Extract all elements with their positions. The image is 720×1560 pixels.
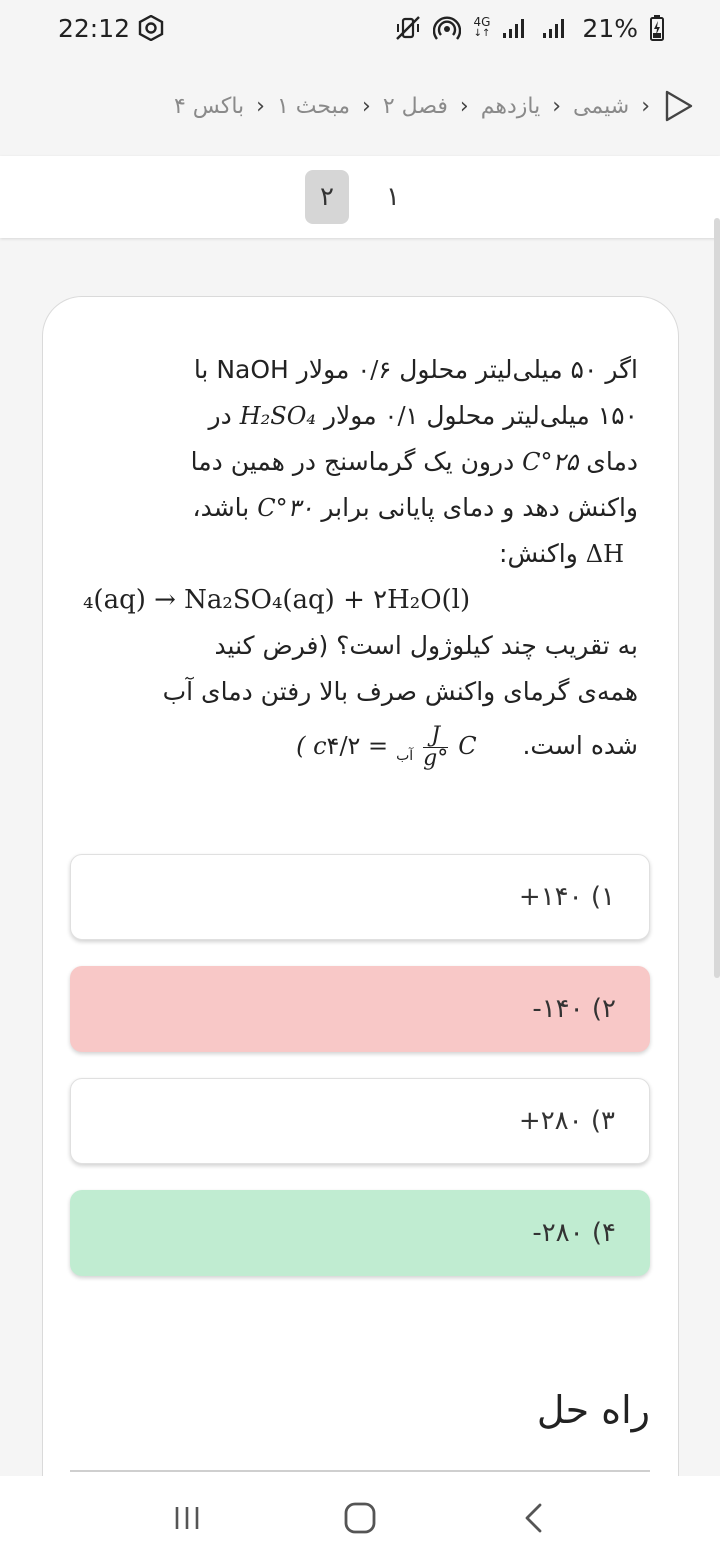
question-line	[83, 347, 638, 393]
chevron-left-icon: ‹	[362, 93, 371, 119]
battery-charging-icon	[650, 15, 664, 41]
vibrate-mute-icon	[395, 15, 421, 41]
chevron-left-icon: ‹	[641, 93, 650, 119]
breadcrumb-item[interactable]: یازدهم	[480, 93, 541, 119]
question-line: به تقریب چند کیلوژول است؟ (فرض کنید	[214, 631, 638, 660]
option-label: ۳) ۲۸۰+	[518, 1106, 615, 1136]
divider	[70, 1470, 650, 1472]
question-line	[83, 393, 638, 439]
answer-option-1[interactable]	[70, 854, 650, 940]
status-bar	[0, 0, 720, 56]
question-fragment: واکنش:	[499, 539, 578, 568]
option-label: ۲) ۱۴۰-	[532, 994, 616, 1024]
formula-part: = ۴/۲	[326, 732, 389, 760]
chevron-left-icon: ‹	[552, 93, 562, 119]
concentration-value: ۰/۱	[384, 402, 419, 430]
chevron-left-icon: ‹	[256, 93, 265, 119]
delta-h-symbol: ΔH	[585, 540, 624, 568]
battery-percent: 21%	[582, 13, 638, 43]
question-fragment: در	[208, 401, 232, 430]
fraction-denominator: g°	[423, 745, 449, 771]
answer-option-3[interactable]	[70, 1078, 650, 1164]
fraction-numerator: J	[423, 725, 448, 748]
specific-heat-formula	[296, 715, 476, 787]
signal-icon	[502, 17, 530, 39]
answer-option-4[interactable]	[70, 1190, 650, 1276]
page-tab-1[interactable]: ۱	[386, 182, 400, 212]
question-fragment: دمای	[586, 447, 638, 476]
breadcrumb-item[interactable]: باکس ۴	[173, 93, 245, 119]
question-text	[83, 347, 638, 787]
breadcrumb	[0, 56, 720, 156]
clock: 22:12	[58, 13, 131, 43]
back-button[interactable]	[493, 1488, 573, 1548]
question-fragment: واکنش دهد و دمای پایانی برابر	[321, 493, 638, 522]
vpn-shield-icon	[138, 15, 164, 41]
status-right	[395, 14, 664, 43]
signal-icon-2	[542, 17, 570, 39]
recent-apps-button[interactable]	[147, 1488, 227, 1548]
temperature-value: ۲۵°C	[522, 448, 579, 476]
chevron-left-icon: ‹	[459, 93, 469, 119]
question-fragment: ۱۵۰ میلی‌لیتر محلول	[426, 401, 638, 430]
question-line	[83, 439, 638, 485]
scrollbar[interactable]	[714, 218, 720, 978]
recent-apps-icon	[172, 1504, 202, 1532]
formula-subscript: آب	[396, 748, 414, 764]
question-line	[83, 531, 638, 577]
question-line	[83, 715, 638, 787]
system-nav-bar	[0, 1476, 720, 1560]
status-left	[58, 14, 164, 43]
question-fragment: شده است.	[522, 731, 638, 760]
question-line	[83, 485, 638, 531]
question-fragment: باشد،	[192, 493, 250, 522]
network-type-label: 4G	[473, 15, 491, 29]
solution-title: راه حل	[536, 1388, 650, 1432]
answer-option-2[interactable]	[70, 966, 650, 1052]
chemical-formula: H₂SO₄	[239, 402, 316, 430]
option-label: ۴) ۲۸۰-	[532, 1218, 616, 1248]
breadcrumb-list	[174, 94, 650, 119]
question-fragment: مولار	[323, 401, 377, 430]
formula-part: ( c	[296, 732, 327, 760]
question-fragment: درون یک گرماسنج در همین دما	[190, 447, 515, 476]
hotspot-icon	[433, 14, 461, 42]
question-line: همه‌ی گرمای واکنش صرف بالا رفتن دمای آب	[162, 677, 638, 706]
question-fragment: مولار NaOH با	[193, 355, 350, 384]
back-icon	[522, 1502, 544, 1534]
home-icon	[343, 1501, 377, 1535]
unit-fraction	[423, 722, 449, 771]
page-tab-2[interactable]: ۲	[305, 170, 349, 224]
option-label: ۱) ۱۴۰+	[518, 882, 615, 912]
formula-part: C	[458, 732, 477, 760]
temperature-value: ۳۰°C	[257, 494, 314, 522]
concentration-value: ۰/۶	[357, 356, 392, 384]
page-tabs	[0, 156, 720, 238]
home-button[interactable]	[320, 1488, 400, 1548]
network-type-icon: 4G ↓↑	[473, 15, 491, 39]
breadcrumb-item[interactable]: فصل ۲	[382, 93, 448, 119]
question-fragment: اگر ۵۰ میلی‌لیتر محلول	[399, 355, 638, 384]
breadcrumb-item[interactable]: مبحث ۱	[276, 93, 351, 119]
play-icon[interactable]	[664, 89, 694, 123]
breadcrumb-item[interactable]: شیمی	[573, 93, 630, 119]
reaction-equation: ₄(aq) → Na₂SO₄(aq) + ۲H₂O(l)	[83, 585, 471, 615]
